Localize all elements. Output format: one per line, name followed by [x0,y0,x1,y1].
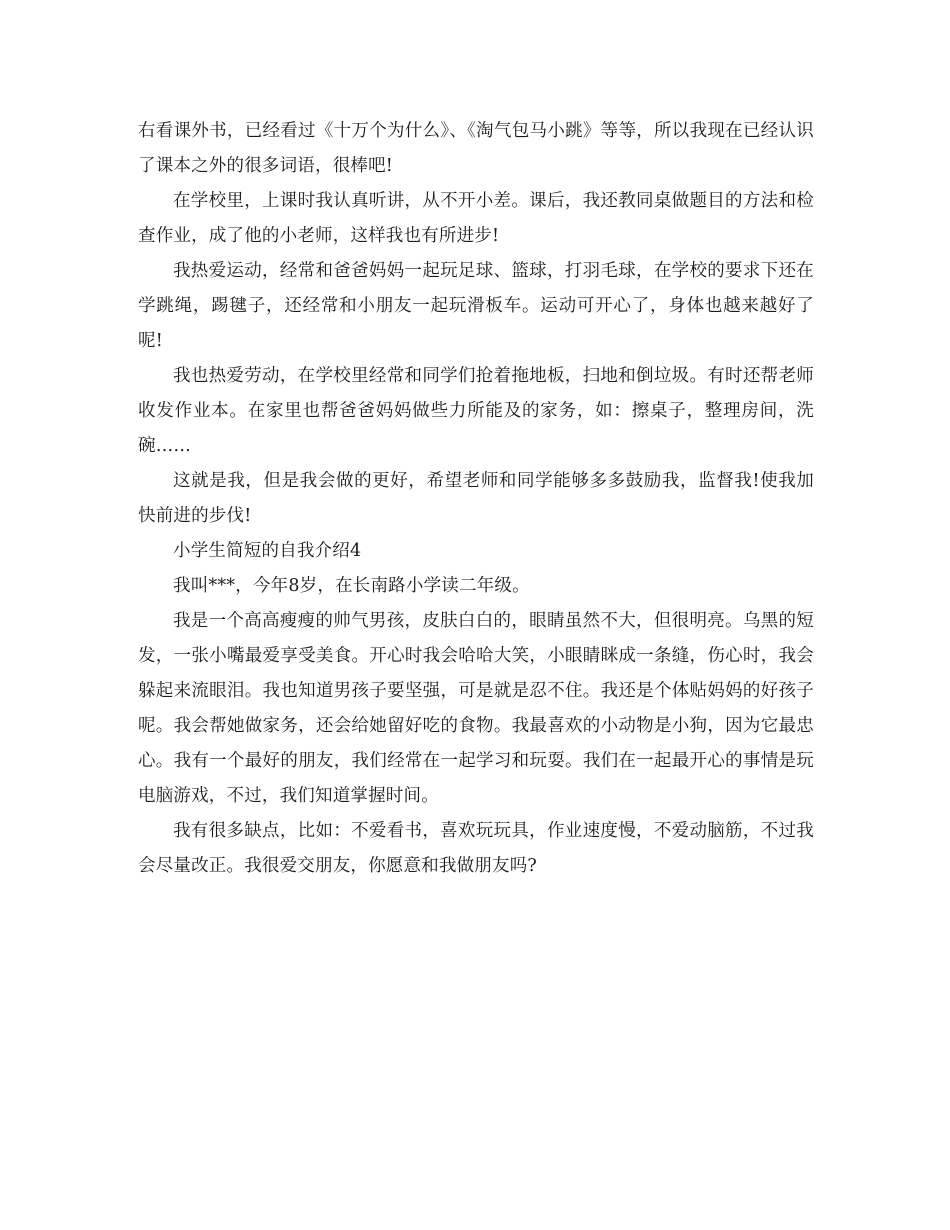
paragraph-sports: 我热爱运动，经常和爸爸妈妈一起玩足球、篮球，打羽毛球，在学校的要求下还在学跳绳，踢毽子，还经常和小朋友一起玩滑板车。运动可开心了，身体也越来越好了呢! [138,261,814,351]
paragraph-shortcomings: 我有很多缺点，比如：不爱看书，喜欢玩玩具，作业速度慢，不爱动脑筋，不过我会尽量改正。我很爱交朋友，你愿意和我做朋友吗? [138,821,814,876]
paragraph-conclusion: 这就是我，但是我会做的更好，希望老师和同学能够多多鼓励我，监督我!使我加快前进的步伐! [138,471,814,526]
document-body [138,114,814,884]
paragraph-intro: 我叫***，今年8岁，在长南路小学读二年级。 [173,576,530,596]
section-heading: 小学生简短的自我介绍4 [173,541,362,561]
paragraph-school: 在学校里，上课时我认真听讲，从不开小差。课后，我还教同桌做题目的方法和检查作业，成了他的小老师，这样我也有所进步! [138,191,814,246]
paragraph-chores: 我也热爱劳动，在学校里经常和同学们抢着拖地板，扫地和倒垃圾。有时还帮老师收发作业本。在家里也帮爸爸妈妈做些力所能及的家务，如：擦桌子，整理房间，洗碗…… [138,366,814,456]
paragraph-description: 我是一个高高瘦瘦的帅气男孩，皮肤白白的，眼睛虽然不大，但很明亮。乌黑的短发，一张小嘴最爱享受美食。开心时我会哈哈大笑，小眼睛眯成一条缝，伤心时，我会躲起来流眼泪。我也知道男孩子要坚强，可是就是忍不住。我还是个体贴妈妈的好孩子呢。我会帮她做家务，还会给她留好吃的食物。我最喜欢的小动物是小狗，因为它最忠心。我有一个最好的朋友，我们经常在一起学习和玩耍。我们在一起最开心的事情是玩电脑游戏，不过，我们知道掌握时间。 [138,611,814,806]
paragraph-continuation: 右看课外书，已经看过《十万个为什么》、《淘气包马小跳》等等，所以我现在已经认识了课本之外的很多词语，很棒吧! [138,121,814,176]
